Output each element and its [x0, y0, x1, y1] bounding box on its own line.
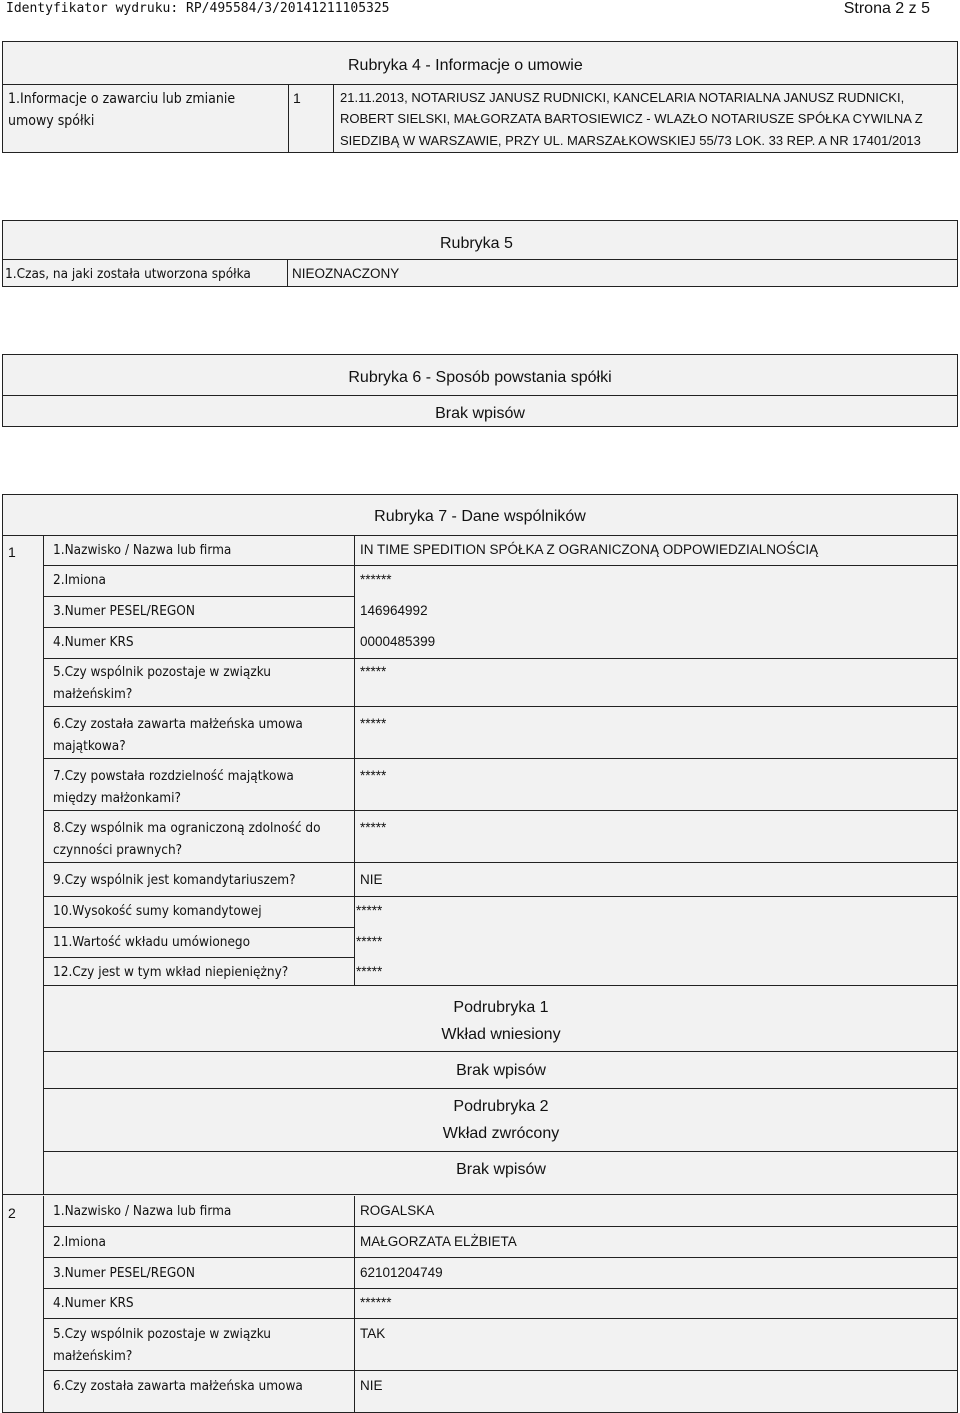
rubryka-5-value: NIEOZNACZONY — [292, 266, 400, 281]
partner-1-row-2-label: 2.Imiona — [53, 572, 106, 588]
rubryka-4-label: 1.Informacje o zawarciu lub zmianie umowy spółki — [8, 91, 236, 129]
partner-2-row-6-value: NIE — [360, 1378, 383, 1393]
partner-1-row-7-value: ***** — [360, 768, 387, 783]
partner-1-row-3-value: 146964992 — [360, 603, 428, 618]
rubryka-4-entry-number: 1 — [293, 90, 301, 106]
partner-1-row-3-label: 3.Numer PESEL/REGON — [53, 603, 195, 619]
partner-2-row-4-label: 4.Numer KRS — [53, 1295, 134, 1311]
partner-1-row-5-label-b: małżeńskim? — [53, 686, 133, 702]
partner-1-row-1-label: 1.Nazwisko / Nazwa lub firma — [53, 542, 232, 558]
partner-2-row-4-value: ****** — [360, 1295, 392, 1310]
partner-1-row-11-label: 11.Wartość wkładu umówionego — [53, 934, 251, 950]
podrubryka-1-subtitle: Wkład wniesiony — [441, 1026, 561, 1043]
partner-2-row-2-value: MAŁGORZATA ELŻBIETA — [360, 1234, 517, 1249]
partner-1-row-7-label-b: między małżonkami? — [53, 790, 181, 806]
partner-1-row-5-label-a: 5.Czy wspólnik pozostaje w związku — [53, 664, 272, 680]
partner-1-row-12-label: 12.Czy jest w tym wkład niepieniężny? — [53, 964, 289, 980]
rubryka-6-title: Rubryka 6 - Sposób powstania spółki — [348, 369, 612, 386]
partner-1-row-8-label-b: czynności prawnych? — [53, 842, 183, 858]
partner-2-row-3-label: 3.Numer PESEL/REGON — [53, 1265, 195, 1281]
partner-2-number: 2 — [8, 1205, 16, 1221]
partner-2-row-5-value: TAK — [360, 1326, 386, 1341]
partner-1-row-5-value: ***** — [360, 664, 387, 679]
partner-1-row-2-value: ****** — [360, 572, 392, 587]
podrubryka-2-title: Podrubryka 2 — [453, 1098, 549, 1115]
rubryka-5-label: 1.Czas, na jaki została utworzona spółka — [5, 266, 251, 282]
partner-1-row-9-value: NIE — [360, 872, 383, 887]
partner-1-row-8-label-a: 8.Czy wspólnik ma ograniczoną zdolność do — [53, 820, 321, 836]
rubryka-4-line-2: ROBERT SIELSKI, MAŁGORZATA BARTOSIEWICZ - WLAZŁO NOTARIUSZE SPÓŁKA CYWILNA Z — [340, 111, 923, 126]
rubryka-4-line-3: SIEDZIBĄ W WARSZAWIE, PRZY UL. MARSZAŁKOWSKIEJ 55/73 LOK. 33 REP. A NR 17401/2013 — [340, 133, 921, 148]
partner-1-row-1-value: IN TIME SPEDITION SPÓŁKA Z OGRANICZONĄ ODPOWIEDZIALNOŚCIĄ — [360, 542, 819, 557]
partner-1-row-8-value: ***** — [360, 820, 387, 835]
partner-1-row-10-label: 10.Wysokość sumy komandytowej — [53, 903, 262, 919]
partner-1-row-10-value: ***** — [356, 903, 383, 918]
partner-2-row-1-value: ROGALSKA — [360, 1203, 435, 1218]
partner-2-row-1-label: 1.Nazwisko / Nazwa lub firma — [53, 1203, 232, 1219]
podrubryka-2-subtitle: Wkład zwrócony — [442, 1125, 560, 1142]
partner-2-row-5-label-a: 5.Czy wspólnik pozostaje w związku — [53, 1326, 272, 1342]
partner-2-row-6-label: 6.Czy została zawarta małżeńska umowa — [53, 1378, 303, 1394]
page-number: Strona 2 z 5 — [843, 0, 930, 17]
partner-1-row-6-label-b: majątkowa? — [53, 738, 126, 754]
print-identifier: Identyfikator wydruku: RP/495584/3/20141211105325 — [6, 1, 390, 16]
podrubryka-1-empty: Brak wpisów — [456, 1062, 546, 1079]
rubryka-7-title: Rubryka 7 - Dane wspólników — [374, 508, 586, 525]
partner-1-row-6-value: ***** — [360, 716, 387, 731]
partner-1-row-6-label-a: 6.Czy została zawarta małżeńska umowa — [53, 716, 303, 732]
rubryka-6-empty: Brak wpisów — [435, 405, 525, 422]
partner-1-row-9-label: 9.Czy wspólnik jest komandytariuszem? — [53, 872, 296, 888]
rubryka-5-title: Rubryka 5 — [440, 235, 513, 252]
partner-1-row-12-value: ***** — [356, 964, 383, 979]
partner-1-row-7-label-a: 7.Czy powstała rozdzielność majątkowa — [53, 768, 294, 784]
podrubryka-1-title: Podrubryka 1 — [453, 999, 549, 1016]
partner-1-row-4-label: 4.Numer KRS — [53, 634, 134, 650]
partner-2-row-5-label-b: małżeńskim? — [53, 1348, 133, 1364]
podrubryka-2-empty: Brak wpisów — [456, 1161, 546, 1178]
partner-2-row-2-label: 2.Imiona — [53, 1234, 106, 1250]
partner-1-row-4-value: 0000485399 — [360, 634, 436, 649]
partner-1-number: 1 — [8, 544, 16, 560]
partner-1-row-11-value: ***** — [356, 934, 383, 949]
partner-2-row-3-value: 62101204749 — [360, 1265, 443, 1280]
rubryka-4-title: Rubryka 4 - Informacje o umowie — [348, 57, 583, 74]
rubryka-4-line-1: 21.11.2013, NOTARIUSZ JANUSZ RUDNICKI, KANCELARIA NOTARIALNA JANUSZ RUDNICKI, — [340, 90, 905, 105]
